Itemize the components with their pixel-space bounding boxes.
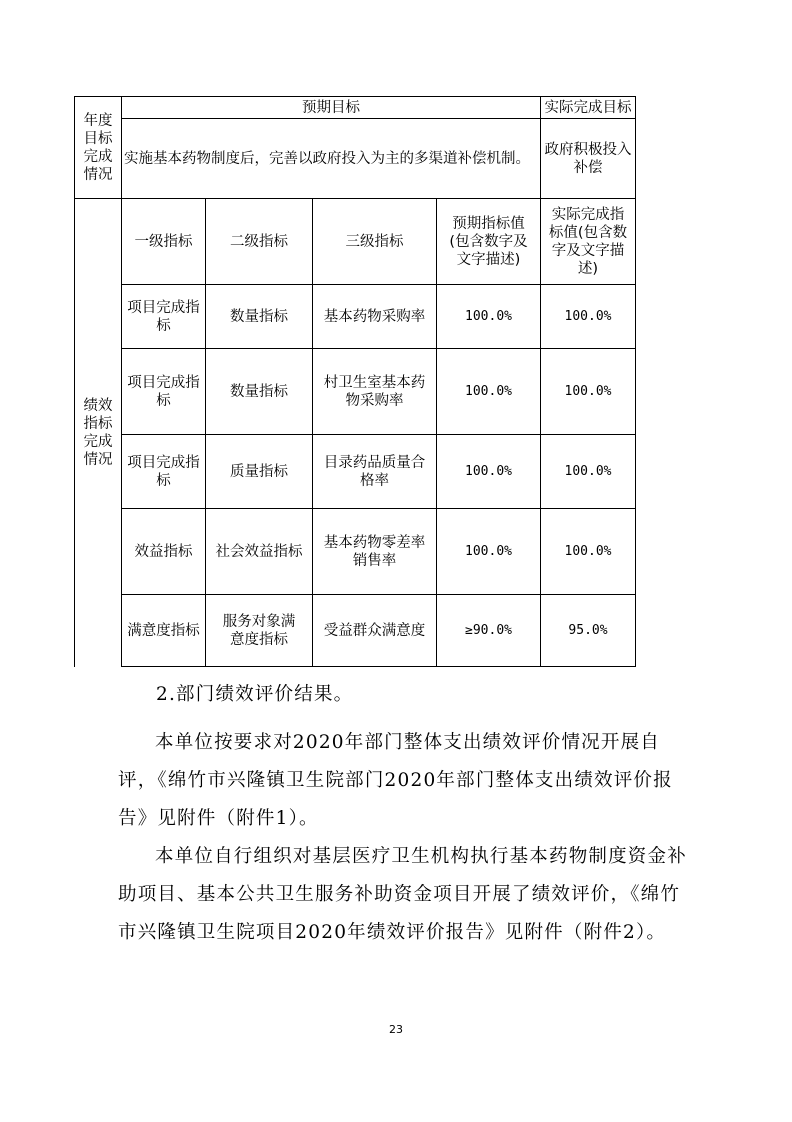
performance-label: 绩效指标完成情况 <box>75 199 122 667</box>
col-header-level3: 三级指标 <box>313 199 437 285</box>
col-header-expected: 预期指标值(包含数字及文字描述) <box>437 199 541 285</box>
row-actual: 100.0% <box>541 349 636 435</box>
row-level3: 基本药物零差率销售率 <box>313 509 437 595</box>
table-row <box>75 285 636 349</box>
row-level1: 项目完成指标 <box>122 435 206 509</box>
row-level3: 目录药品质量合格率 <box>313 435 437 509</box>
row-actual: 100.0% <box>541 509 636 595</box>
row-level3: 受益群众满意度 <box>313 595 437 667</box>
col-header-level1: 一级指标 <box>122 199 206 285</box>
expected-goal-header: 预期目标 <box>122 97 541 119</box>
row-level2: 数量指标 <box>206 349 313 435</box>
row-level3: 基本药物采购率 <box>313 285 437 349</box>
table-row <box>75 349 636 435</box>
paragraph-1-text: 本单位按要求对2020年部门整体支出绩效评价情况开展自评，《绵竹市兴隆镇卫生院部门2020年部门整体支出绩效评价报告》见附件（附件1）。 <box>118 732 673 829</box>
row-expected: 100.0% <box>437 349 541 435</box>
row-level1: 项目完成指标 <box>122 285 206 349</box>
performance-table <box>74 96 636 667</box>
col-header-actual: 实际完成指标值(包含数字及文字描述) <box>541 199 636 285</box>
row-level2: 服务对象满意度指标 <box>206 595 313 667</box>
page-number: 23 <box>389 1023 403 1036</box>
table-row <box>75 435 636 509</box>
row-level2: 社会效益指标 <box>206 509 313 595</box>
paragraph-1 <box>118 724 698 838</box>
row-level2: 质量指标 <box>206 435 313 509</box>
row-level1: 效益指标 <box>122 509 206 595</box>
actual-goal-header: 实际完成目标 <box>541 97 636 119</box>
row-expected: 100.0% <box>437 285 541 349</box>
table-row <box>75 595 636 667</box>
col-header-level2: 二级指标 <box>206 199 313 285</box>
row-level3: 村卫生室基本药物采购率 <box>313 349 437 435</box>
expected-goal-text: 实施基本药物制度后，完善以政府投入为主的多渠道补偿机制。 <box>122 119 541 199</box>
row-expected: 100.0% <box>437 435 541 509</box>
actual-goal-text: 政府积极投入补偿 <box>541 119 636 199</box>
row-level1: 项目完成指标 <box>122 349 206 435</box>
row-actual: 100.0% <box>541 285 636 349</box>
table-row <box>75 509 636 595</box>
row-expected: 100.0% <box>437 509 541 595</box>
annual-goal-label: 年度目标完成情况 <box>75 97 122 199</box>
paragraph-2-text: 本单位自行组织对基层医疗卫生机构执行基本药物制度资金补助项目、基本公共卫生服务补助资金项目开展了绩效评价，《绵竹市兴隆镇卫生院项目2020年绩效评价报告》见附件（附件2）。 <box>118 846 687 943</box>
row-actual: 100.0% <box>541 435 636 509</box>
row-level1: 满意度指标 <box>122 595 206 667</box>
paragraph-2 <box>118 838 698 952</box>
row-actual: 95.0% <box>541 595 636 667</box>
row-expected: ≥90.0% <box>437 595 541 667</box>
row-level2: 数量指标 <box>206 285 313 349</box>
section-heading: 2.部门绩效评价结果。 <box>156 684 354 705</box>
